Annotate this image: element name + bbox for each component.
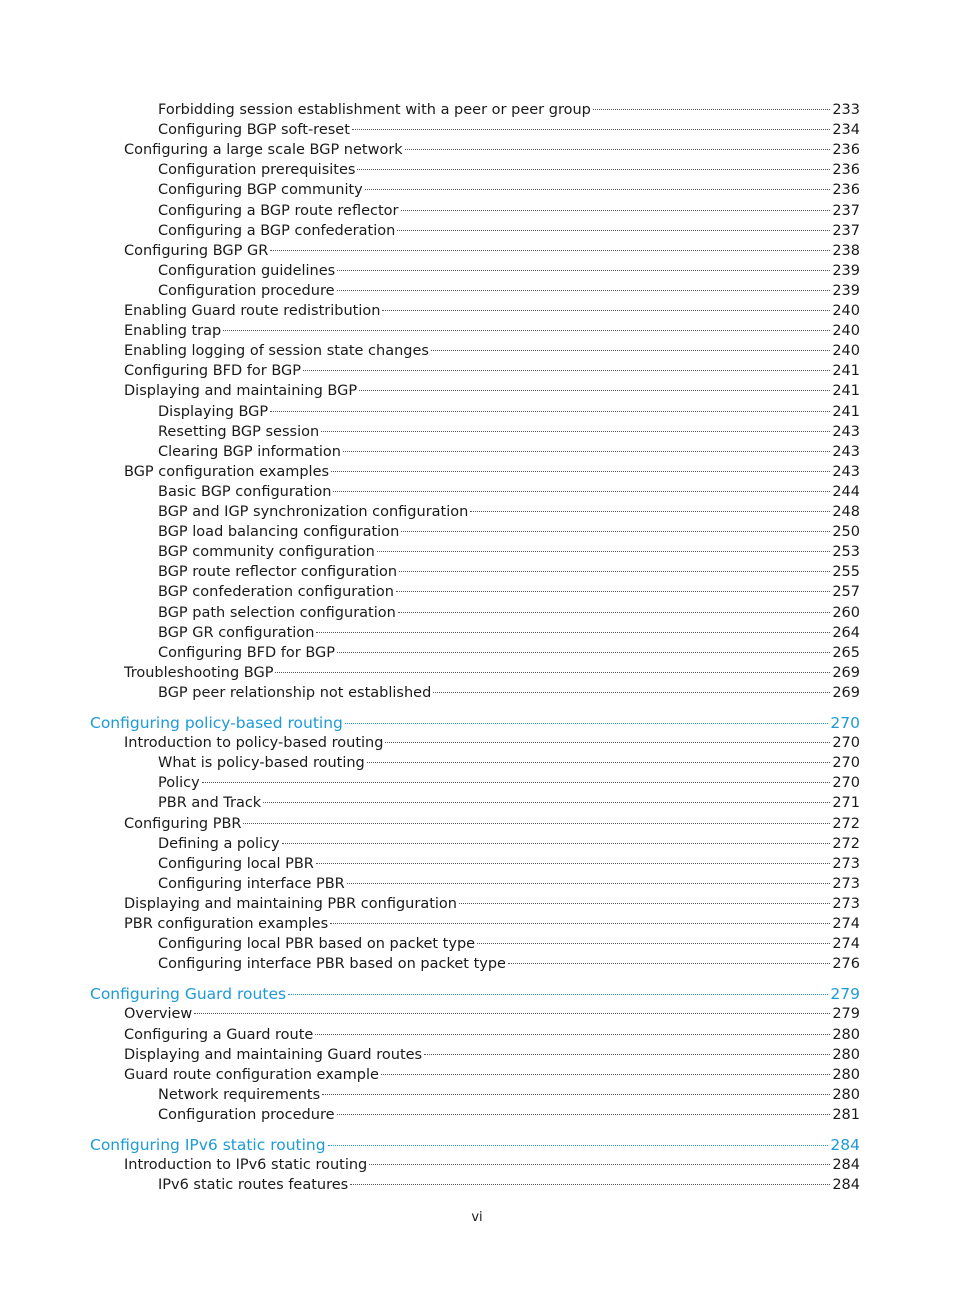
dot-leader: [316, 632, 830, 633]
toc-entry-title: Displaying and maintaining BGP: [124, 383, 358, 400]
toc-entry-title: Configuration procedure: [158, 1106, 335, 1123]
toc-chapter-link[interactable]: [90, 713, 860, 733]
dot-leader: [398, 612, 830, 613]
toc-section-link[interactable]: [124, 1025, 860, 1045]
toc-section-link[interactable]: [124, 733, 860, 753]
toc-entry-title: Overview: [124, 1006, 193, 1023]
toc-section-link[interactable]: [124, 321, 860, 341]
toc-subsection-link[interactable]: [158, 100, 860, 120]
toc-entry-page: 264: [832, 624, 860, 641]
toc-chapter-link[interactable]: [90, 984, 860, 1004]
toc-entry-page: 274: [832, 936, 860, 953]
toc-subsection-link[interactable]: [158, 120, 860, 140]
toc-entry-title: Configuring PBR: [124, 815, 242, 832]
toc-entry-title: Guard route configuration example: [124, 1066, 379, 1083]
toc-subsection-link[interactable]: [158, 562, 860, 582]
toc-entry-title: Configuring local PBR: [158, 855, 314, 872]
toc-subsection-link[interactable]: [158, 623, 860, 643]
toc-subsection-link[interactable]: [158, 402, 860, 422]
toc-entry-page: 260: [832, 604, 860, 621]
dot-leader: [345, 723, 829, 724]
dot-leader: [282, 843, 831, 844]
dot-leader: [367, 762, 831, 763]
dot-leader: [382, 310, 830, 311]
toc-subsection-link[interactable]: [158, 683, 860, 703]
toc-entry-page: 279: [830, 985, 860, 1004]
toc-entry-page: 284: [832, 1177, 860, 1194]
toc-entry-title: Configuring local PBR based on packet type: [158, 936, 476, 953]
dot-leader: [433, 692, 830, 693]
dot-leader: [243, 823, 830, 824]
toc-entry-title: Configuring BFD for BGP: [124, 363, 301, 380]
toc-entry-page: 239: [832, 282, 860, 299]
toc-subsection-link[interactable]: [158, 1105, 860, 1125]
toc-entry-title: Resetting BGP session: [158, 423, 320, 440]
dot-leader: [270, 411, 830, 412]
toc-section-link[interactable]: [124, 241, 860, 261]
dot-leader: [330, 923, 830, 924]
dot-leader: [350, 1184, 830, 1185]
toc-entry-page: 280: [832, 1046, 860, 1063]
toc-entry-page: 239: [832, 262, 860, 279]
toc-entry-title: Displaying and maintaining PBR configuration: [124, 895, 457, 912]
toc-entry-page: 236: [832, 162, 860, 179]
toc-entry-page: 272: [832, 835, 860, 852]
dot-leader: [593, 109, 830, 110]
dot-leader: [431, 350, 830, 351]
toc-subsection-link[interactable]: [158, 522, 860, 542]
toc-entry-page: 240: [832, 303, 860, 319]
toc-subsection-link[interactable]: [158, 201, 860, 221]
toc-entry-page: 273: [832, 855, 860, 872]
toc-subsection-link[interactable]: [158, 773, 860, 793]
toc-entry-title: IPv6 static routes features: [158, 1177, 349, 1194]
toc-entry-page: 240: [832, 323, 860, 340]
dot-leader: [401, 531, 830, 532]
toc-entry-title: Configuring a BGP route reflector: [158, 202, 399, 219]
toc-subsection-link[interactable]: [158, 643, 860, 663]
toc-entry-title: Basic BGP configuration: [158, 483, 332, 500]
dot-leader: [194, 1013, 830, 1014]
dot-leader: [381, 1074, 830, 1075]
toc-entry-title: Configuring a BGP confederation: [158, 222, 396, 239]
toc-subsection-link[interactable]: [158, 1175, 860, 1195]
toc-entry-page: 237: [832, 222, 860, 239]
toc-entry-page: 280: [832, 1086, 860, 1103]
dot-leader: [352, 129, 830, 130]
toc-entry-title: Configuring BFD for BGP: [158, 644, 335, 661]
toc-subsection-link[interactable]: [158, 874, 860, 894]
toc-entry-title: BGP confederation configuration: [158, 584, 394, 601]
toc-entry-title: Introduction to IPv6 static routing: [124, 1157, 368, 1174]
toc-entry-page: 243: [832, 463, 860, 480]
toc-section-link[interactable]: [124, 894, 860, 914]
dot-leader: [343, 451, 830, 452]
dot-leader: [385, 742, 830, 743]
toc-entry-page: 250: [832, 524, 860, 541]
toc-entry-title: Configuring a large scale BGP network: [124, 142, 403, 159]
toc-entry-title: Enabling trap: [124, 323, 222, 340]
toc-section-link[interactable]: [124, 361, 860, 381]
toc-subsection-link[interactable]: [158, 180, 860, 200]
toc-entry-title: Network requirements: [158, 1086, 321, 1103]
dot-leader: [337, 290, 831, 291]
toc-entry-title: Defining a policy: [158, 835, 280, 852]
dot-leader: [477, 943, 830, 944]
toc-entry-page: 281: [832, 1106, 860, 1123]
toc-entry-title: Configuring Guard routes: [90, 985, 287, 1004]
toc-section-link[interactable]: [124, 1045, 860, 1065]
toc-entry-page: 234: [832, 122, 860, 139]
dot-leader: [322, 1094, 830, 1095]
toc-entry-page: 241: [832, 403, 860, 420]
toc-entry-title: Enabling Guard route redistribution: [124, 303, 381, 319]
toc-entry-title: BGP peer relationship not established: [158, 684, 432, 701]
toc-entry-page: 265: [832, 644, 860, 661]
page-number: vi: [471, 1210, 483, 1225]
toc-entry-title: PBR configuration examples: [124, 916, 329, 932]
toc-entry-page: 280: [832, 1066, 860, 1083]
toc-entry-page: 243: [832, 423, 860, 440]
dot-leader: [359, 390, 830, 391]
toc-entry-page: 236: [832, 182, 860, 199]
toc-entry-title: Configuring interface PBR based on packet type: [158, 956, 506, 973]
toc-subsection-link[interactable]: [158, 753, 860, 773]
toc-entry-title: BGP and IGP synchronization configuration: [158, 504, 469, 520]
toc-entry-page: 274: [832, 916, 860, 932]
toc-subsection-link[interactable]: [158, 834, 860, 854]
toc-entry-title: BGP path selection configuration: [158, 604, 396, 621]
toc-subsection-link[interactable]: [158, 422, 860, 442]
toc-entry-page: 238: [832, 242, 860, 259]
toc-entry-title: Configuring a Guard route: [124, 1026, 314, 1043]
toc-entry-page: 255: [832, 564, 860, 581]
toc-entry-page: 236: [832, 142, 860, 159]
dot-leader: [365, 189, 831, 190]
toc-subsection-link[interactable]: [158, 934, 860, 954]
toc-entry-page: 257: [832, 584, 860, 601]
toc-entry-page: 241: [832, 363, 860, 380]
dot-leader: [270, 250, 830, 251]
dot-leader: [405, 149, 831, 150]
toc-entry-page: 241: [832, 383, 860, 400]
toc-entry-page: 244: [832, 483, 860, 500]
toc-section-link[interactable]: [124, 1155, 860, 1175]
toc-entry-page: 284: [832, 1157, 860, 1174]
toc-subsection-link[interactable]: [158, 854, 860, 874]
toc-entry-page: 269: [832, 684, 860, 701]
dot-leader: [303, 370, 830, 371]
toc-entry-page: 269: [832, 664, 860, 681]
toc-subsection-link[interactable]: [158, 1085, 860, 1105]
toc-entry-page: 233: [832, 102, 860, 118]
toc-entry-title: Clearing BGP information: [158, 443, 341, 460]
toc-entry-title: Configuring interface PBR: [158, 875, 345, 892]
toc-subsection-link[interactable]: [158, 954, 860, 974]
dot-leader: [357, 169, 830, 170]
toc-entry-title: Policy: [158, 775, 200, 792]
toc-entry-page: 270: [832, 735, 860, 752]
toc-entry-title: Configuring BGP soft-reset: [158, 122, 350, 139]
dot-leader: [396, 591, 830, 592]
toc-entry-title: PBR and Track: [158, 795, 262, 812]
toc-entry-page: 280: [832, 1026, 860, 1043]
toc-entry-title: Configuration guidelines: [158, 262, 336, 279]
toc-entry-title: What is policy-based routing: [158, 755, 365, 772]
toc-entry-page: 273: [832, 895, 860, 912]
toc-subsection-link[interactable]: [158, 281, 860, 301]
dot-leader: [263, 802, 830, 803]
toc-entry-title: Forbidding session establishment with a peer or peer group: [158, 102, 591, 118]
toc-subsection-link[interactable]: [158, 542, 860, 562]
dot-leader: [316, 863, 830, 864]
dot-leader: [223, 330, 830, 331]
toc-entry-title: Configuring IPv6 static routing: [90, 1136, 326, 1154]
toc-entry-page: 253: [832, 544, 860, 561]
dot-leader: [337, 1114, 831, 1115]
toc-entry-title: Troubleshooting BGP: [124, 664, 274, 681]
dot-leader: [275, 672, 830, 673]
toc-entry-title: Configuration prerequisites: [158, 162, 356, 179]
dot-leader: [399, 571, 830, 572]
toc-entry-page: 273: [832, 875, 860, 892]
toc-subsection-link[interactable]: [158, 221, 860, 241]
dot-leader: [347, 883, 831, 884]
dot-leader: [377, 551, 830, 552]
toc-entry-page: 284: [830, 1136, 860, 1154]
toc-entry-title: BGP load balancing configuration: [158, 524, 400, 541]
dot-leader: [508, 963, 830, 964]
toc-section-link[interactable]: [124, 814, 860, 834]
dot-leader: [459, 903, 830, 904]
toc-subsection-link[interactable]: [158, 160, 860, 180]
dot-leader: [331, 471, 830, 472]
toc-section-link[interactable]: [124, 1065, 860, 1085]
dot-leader: [369, 1164, 830, 1165]
toc-entry-page: 271: [832, 795, 860, 812]
toc-entry-title: Introduction to policy-based routing: [124, 735, 384, 752]
dot-leader: [424, 1054, 830, 1055]
toc-section-link[interactable]: [124, 1004, 860, 1024]
toc-entry-page: 270: [830, 714, 860, 732]
toc-section-link[interactable]: [124, 663, 860, 683]
toc-section-link[interactable]: [124, 462, 860, 482]
toc-entry-title: Enabling logging of session state changes: [124, 343, 429, 360]
toc-section-link[interactable]: [124, 914, 860, 934]
toc-entry-page: 276: [832, 956, 860, 973]
toc-entry-page: 279: [832, 1006, 860, 1023]
toc-chapter-link[interactable]: [90, 1135, 860, 1155]
toc-subsection-link[interactable]: [158, 793, 860, 813]
dot-leader: [333, 491, 830, 492]
dot-leader: [397, 230, 830, 231]
toc-entry-title: BGP GR configuration: [158, 624, 315, 641]
toc-entry-title: BGP community configuration: [158, 544, 375, 561]
dot-leader: [315, 1034, 830, 1035]
dot-leader: [202, 782, 831, 783]
toc-entry-title: Configuring BGP community: [158, 182, 363, 199]
dot-leader: [337, 652, 830, 653]
toc-subsection-link[interactable]: [158, 442, 860, 462]
toc-entry-page: 270: [832, 755, 860, 772]
toc-entry-page: 243: [832, 443, 860, 460]
toc-entry-title: Configuration procedure: [158, 282, 335, 299]
dot-leader: [321, 431, 830, 432]
dot-leader: [470, 511, 830, 512]
toc-entry-title: Displaying BGP: [158, 403, 269, 420]
dot-leader: [401, 210, 831, 211]
dot-leader: [288, 994, 828, 995]
toc-section-link[interactable]: [124, 301, 860, 321]
toc-subsection-link[interactable]: [158, 603, 860, 623]
toc-entry-title: Displaying and maintaining Guard routes: [124, 1046, 423, 1063]
toc-subsection-link[interactable]: [158, 261, 860, 281]
toc-subsection-link[interactable]: [158, 582, 860, 602]
toc-section-link[interactable]: [124, 341, 860, 361]
toc-entry-title: BGP configuration examples: [124, 463, 330, 480]
toc-section-link[interactable]: [124, 381, 860, 401]
toc-entry-page: 270: [832, 775, 860, 792]
toc-entry-page: 240: [832, 343, 860, 360]
toc-entry-page: 237: [832, 202, 860, 219]
dot-leader: [328, 1145, 829, 1146]
toc-section-link[interactable]: [124, 140, 860, 160]
toc-entry-title: Configuring BGP GR: [124, 242, 269, 259]
toc-entry-page: 248: [832, 504, 860, 520]
toc-subsection-link[interactable]: [158, 502, 860, 522]
toc-entry-title: Configuring policy-based routing: [90, 714, 343, 732]
dot-leader: [337, 270, 830, 271]
toc-entry-title: BGP route reflector configuration: [158, 564, 398, 581]
toc-entry-page: 272: [832, 815, 860, 832]
toc-subsection-link[interactable]: [158, 482, 860, 502]
